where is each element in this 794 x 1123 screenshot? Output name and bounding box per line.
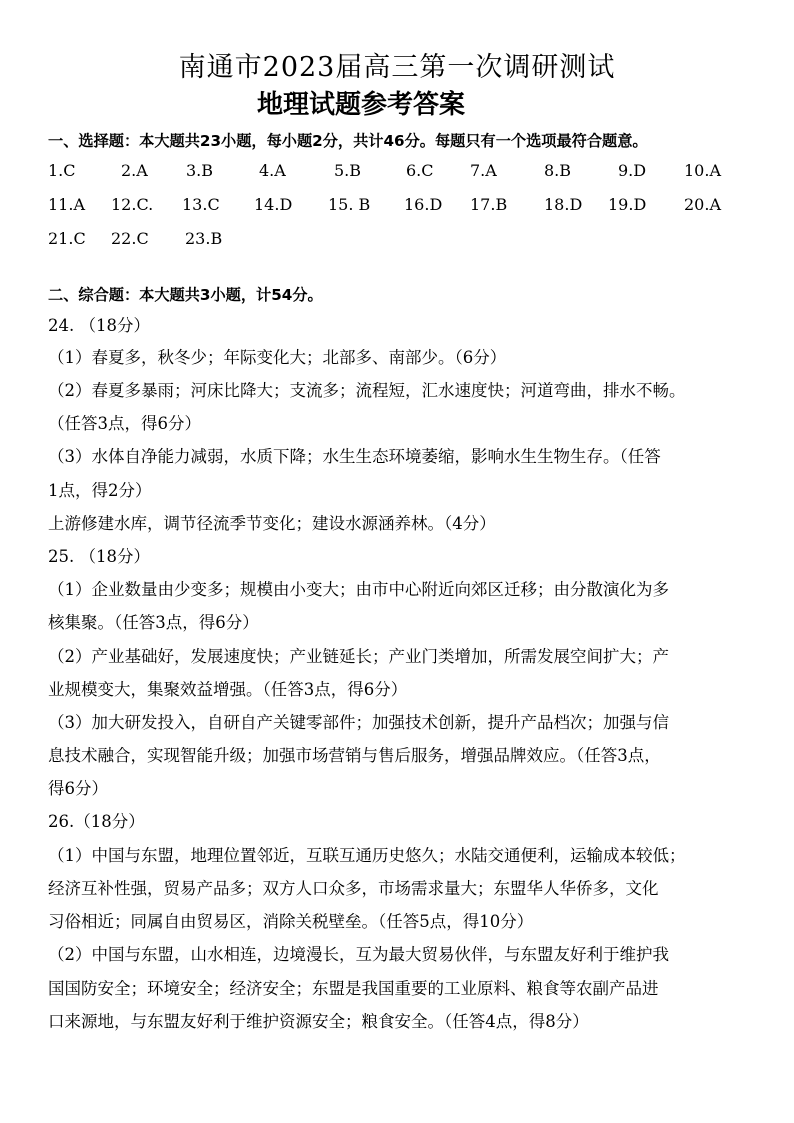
answer-line: 核集聚。（任答3点，得6分）: [48, 613, 259, 632]
answer-line: （2）中国与东盟，山水相连，边境漫长，互为最大贸易伙伴，与东盟友好利于维护我: [48, 945, 669, 964]
answer-line: （2）春夏多暴雨；河床比降大；支流多；流程短，汇水速度快；河道弯曲，排水不畅。: [48, 381, 686, 400]
answer-line: 国国防安全；环境安全；经济安全；东盟是我国重要的工业原料、粮食等农副产品进: [48, 979, 659, 998]
answer-line: 习俗相近；同属自由贸易区，消除关税壁垒。（任答5点，得10分）: [48, 912, 534, 931]
answer-line: （2）产业基础好，发展速度快；产业链延长；产业门类增加，所需发展空间扩大；产: [48, 647, 669, 666]
answer-item: 9.D: [618, 161, 647, 180]
answer-line: 经济互补性强，贸易产品多；双方人口众多，市场需求量大；东盟华人华侨多，文化: [48, 879, 659, 898]
document-subtitle: 地理试题参考答案: [257, 90, 466, 120]
answer-row-2: [48, 192, 768, 218]
answer-line: （1）春夏多，秋冬少；年际变化大；北部多、南部少。（6分）: [48, 348, 507, 367]
answer-item: 6.C: [406, 161, 434, 180]
answer-item: 20.A: [684, 195, 721, 214]
answer-line: （1）中国与东盟，地理位置邻近，互联互通历史悠久；水陆交通便利，运输成本较低；: [48, 846, 686, 865]
section2-heading: 二、综合题：本大题共3小题，计54分。: [48, 286, 323, 304]
answer-line: 息技术融合，实现智能升级；加强市场营销与售后服务，增强品牌效应。（任答3点，: [48, 746, 661, 765]
question-heading: 25. （18分）: [48, 547, 150, 566]
answer-item: 18.D: [544, 195, 583, 214]
answer-item: 4.A: [259, 161, 286, 180]
answer-item: 23.B: [185, 229, 223, 248]
answer-item: 3.B: [186, 161, 214, 180]
answer-item: 16.D: [404, 195, 443, 214]
answer-item: 7.A: [470, 161, 497, 180]
answer-line: （1）企业数量由少变多；规模由小变大；由市中心附近向郊区迁移；由分散演化为多: [48, 580, 669, 599]
answer-item: 2.A: [121, 161, 148, 180]
answer-item: 13.C: [182, 195, 220, 214]
answer-item: 15. B: [328, 195, 371, 214]
answer-item: 22.C: [111, 229, 149, 248]
answer-row-3: [48, 226, 768, 252]
answer-line: （3）水体自净能力减弱，水质下降；水生生态环境萎缩，影响水生生物生存。（任答: [48, 447, 661, 466]
answer-line: 口来源地，与东盟友好利于维护资源安全；粮食安全。（任答4点，得8分）: [48, 1012, 589, 1031]
answer-item: 5.B: [334, 161, 362, 180]
answer-line: （任答3点，得6分）: [48, 414, 201, 433]
answer-item: 1.C: [48, 161, 76, 180]
answer-item: 19.D: [608, 195, 647, 214]
answer-line: 业规模变大，集聚效益增强。（任答3点，得6分）: [48, 680, 408, 699]
answer-line: 1点，得2分）: [48, 481, 152, 500]
answer-item: 11.A: [48, 195, 85, 214]
answer-item: 12.C.: [111, 195, 154, 214]
answer-item: 8.B: [544, 161, 572, 180]
answer-item: 14.D: [254, 195, 293, 214]
answer-item: 10.A: [684, 161, 721, 180]
answer-line: 得6分）: [48, 779, 108, 798]
document-title: 南通市2023届高三第一次调研测试: [178, 52, 616, 83]
answer-row-1: [48, 158, 768, 184]
question-heading: 26.（18分）: [48, 812, 145, 831]
answer-item: 17.B: [470, 195, 508, 214]
answer-line: 上游修建水库，调节径流季节变化；建设水源涵养林。（4分）: [48, 514, 496, 533]
answer-line: （3）加大研发投入，自研自产关键零部件；加强技术创新，提升产品档次；加强与信: [48, 713, 669, 732]
section1-heading: 一、选择题：本大题共23小题，每小题2分，共计46分。每题只有一个选项最符合题意。: [48, 132, 648, 150]
answer-item: 21.C: [48, 229, 86, 248]
question-heading: 24. （18分）: [48, 316, 150, 335]
